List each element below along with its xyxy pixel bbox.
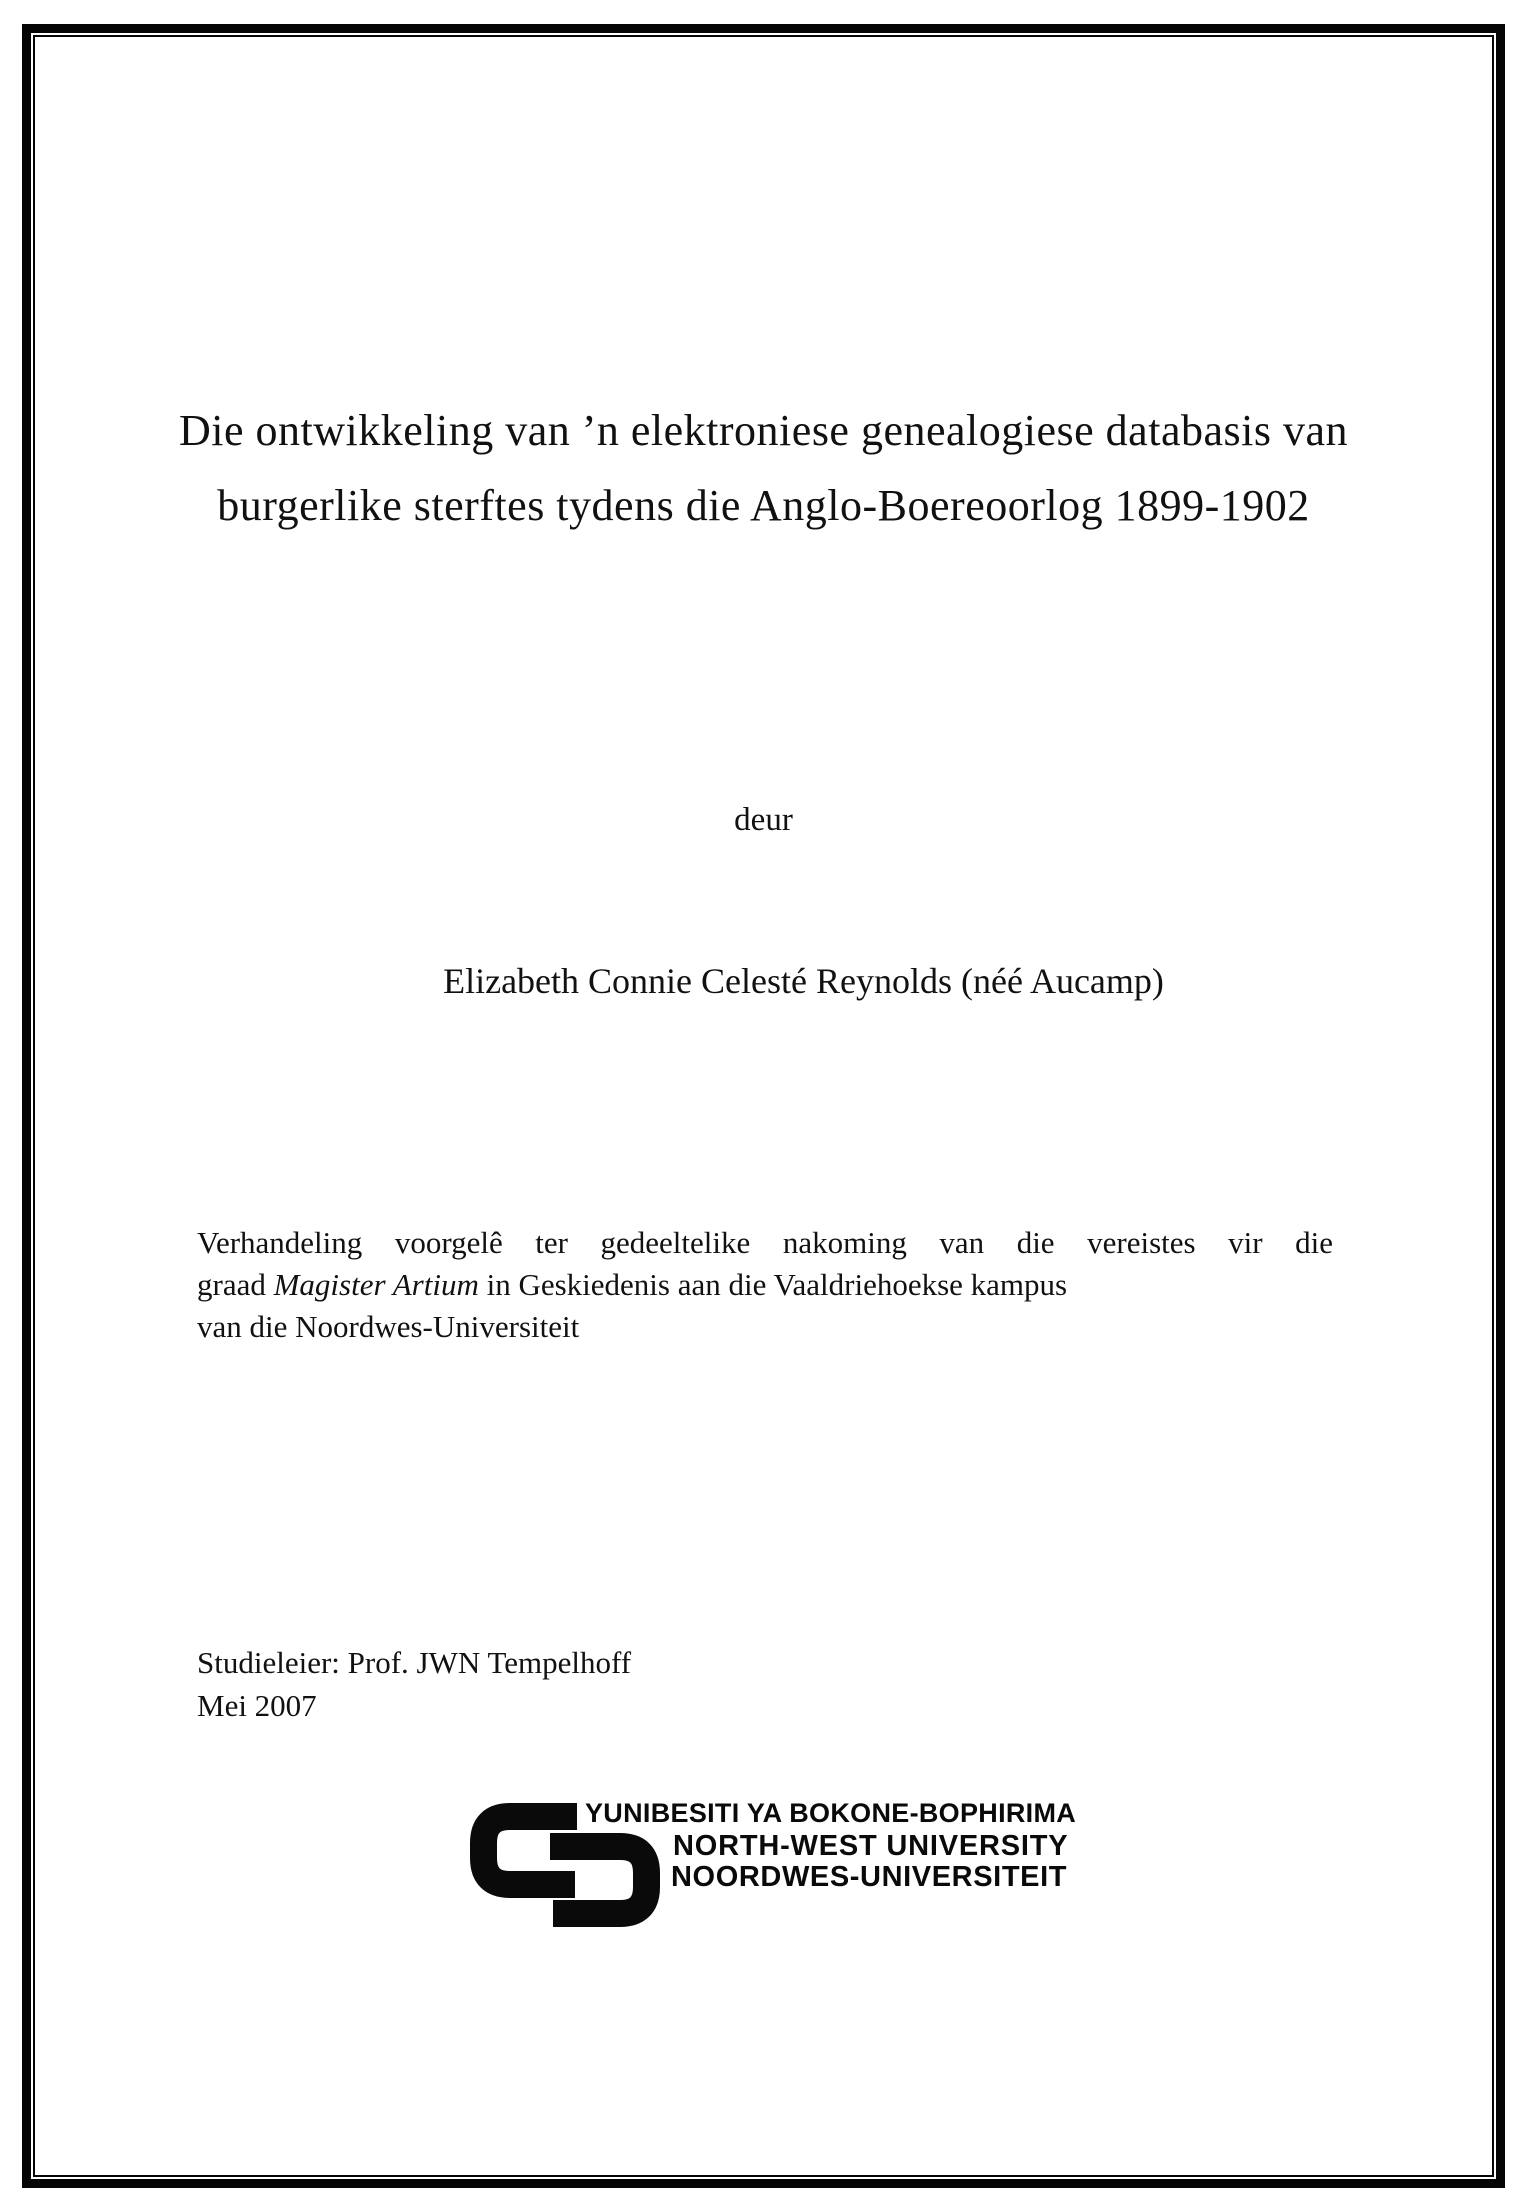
logo-text-setswana: YUNIBESITI YA BOKONE-BOPHIRIMA bbox=[585, 1798, 1077, 1828]
supervisor-block bbox=[197, 1641, 631, 1727]
university-logo bbox=[468, 1796, 1108, 1936]
thesis-title-line-2: burgerlike sterftes tydens die Anglo-Boereoorlog 1899-1902 bbox=[217, 481, 1310, 530]
thesis-title-line-1: Die ontwikkeling van ’n elektroniese genealogiese databasis van bbox=[178, 406, 1348, 455]
logo-text-afrikaans: NOORDWES-UNIVERSITEIT bbox=[671, 1861, 1068, 1893]
degree-statement-line-2-post: in Geskiedenis aan die Vaaldriehoekse kampus bbox=[478, 1267, 1068, 1302]
author-name: Elizabeth Connie Celesté Reynolds (néé Aucamp) bbox=[443, 961, 1164, 1001]
degree-statement-line-2-pre: graad bbox=[197, 1267, 274, 1302]
degree-statement-line-3: van die Noordwes-Universiteit bbox=[197, 1309, 580, 1344]
degree-name-italic: Magister Artium bbox=[273, 1267, 479, 1302]
degree-statement bbox=[197, 1222, 1333, 1348]
byline: deur bbox=[734, 802, 793, 838]
logo-text-english: NORTH-WEST UNIVERSITY bbox=[673, 1830, 1069, 1862]
degree-statement-line-1: Verhandeling voorgelê ter gedeeltelike nakoming van die vereistes vir die bbox=[197, 1225, 1333, 1260]
date-line: Mei 2007 bbox=[197, 1688, 317, 1723]
supervisor-line: Studieleier: Prof. JWN Tempelhoff bbox=[197, 1645, 632, 1680]
degree-statement-line-2 bbox=[197, 1264, 1333, 1306]
thesis-title bbox=[0, 393, 1527, 543]
